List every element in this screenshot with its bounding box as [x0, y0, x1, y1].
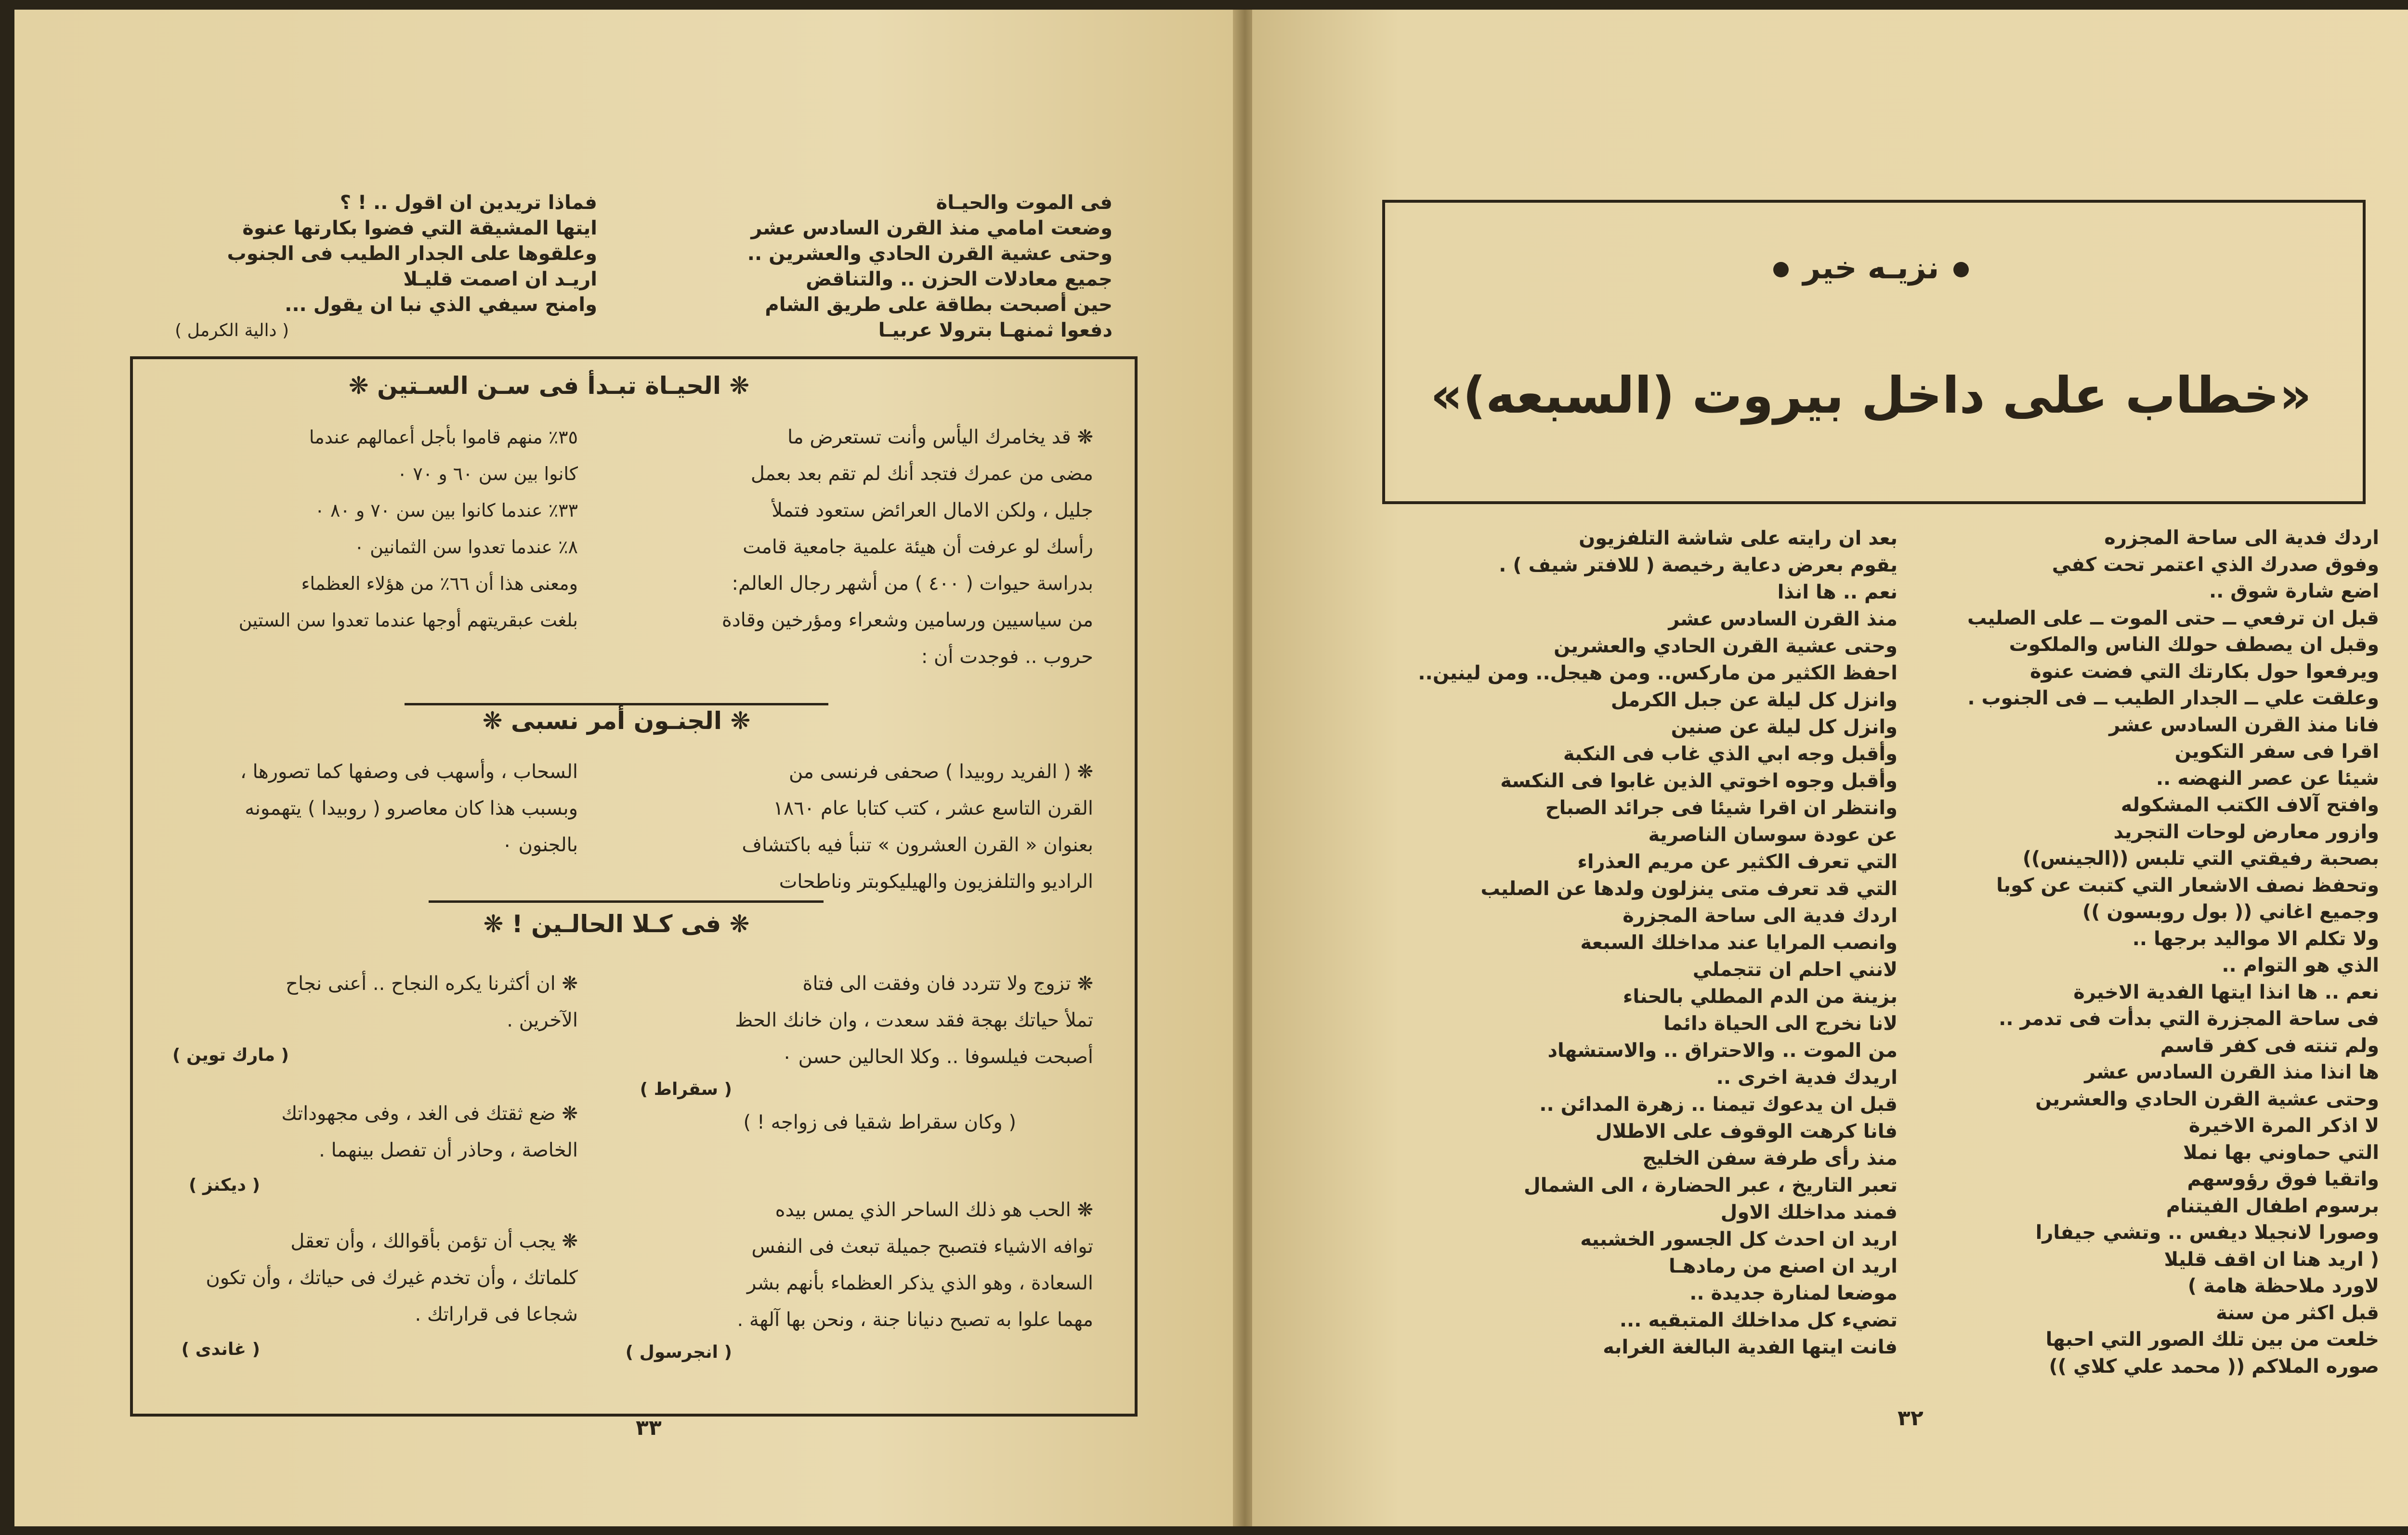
- poem-line: تعبر التاريخ ، عبر الحضارة ، الى الشمال: [1524, 1174, 1898, 1197]
- text-line: بعنوان « القرن العشرون » تنبأ فيه باكتشاف: [742, 834, 1093, 856]
- section1-left-column: [116, 419, 578, 638]
- poem-column-right: [1926, 525, 2379, 1380]
- text-line: جليل ، ولكن الامال العرائض ستعود فتملأ: [772, 499, 1093, 521]
- poem-line: وقبل ان يصطف حولك الناس والملكوت: [2009, 634, 2379, 656]
- poem-line: بعد ان رايته على شاشة التلفزيون: [1579, 527, 1898, 549]
- section-divider: [405, 703, 828, 705]
- poem-line: جميع معادلات الحزن .. والتناقض: [806, 268, 1112, 290]
- text-line: السحاب ، وأسهب فى وصفها كما تصورها ،: [240, 761, 578, 783]
- text-line: حروب .. فوجدت أن :: [921, 646, 1093, 668]
- text-line: السعادة ، وهو الذي يذكر العظماء بأنهم بشر: [746, 1272, 1093, 1294]
- author-line: [1382, 250, 2360, 286]
- poem-line: ولم تنته فى كفر قاسم: [2160, 1034, 2379, 1057]
- poem-line: وانتظر ان اقرا شيئا فى جرائد الصباح: [1545, 797, 1898, 819]
- quote-attribution: ( مارك توين ): [172, 1045, 289, 1065]
- text-line: وبسبب هذا كان معاصرو ( روبيدا ) يتهمونه: [245, 797, 578, 820]
- text-line: ❋ ضع ثقتك فى الغد ، وفى مجهوداتك: [281, 1103, 578, 1125]
- poem-line: وحتى عشية القرن الحادي والعشرين: [1554, 635, 1898, 657]
- poem-line: وحتى عشية القرن الحادي والعشرين ..: [747, 243, 1112, 265]
- poem-line: فى ساحة المجزرة التي بدأت فى تدمر ..: [1999, 1008, 2379, 1030]
- section1-right-column: [592, 419, 1093, 675]
- poem-line: ( اريد هنا ان اقف قليلا: [2164, 1248, 2379, 1271]
- poem-line: فماذا تريدين ان اقول .. ! ؟: [340, 192, 597, 214]
- section-heading-both-cases: ❋ فى كـلا الحالـين ! ❋: [483, 910, 750, 938]
- poem-line: اريـد ان اصمت قليـلا: [403, 268, 597, 290]
- text-line: الراديو والتلفزيون والهيليكوبتر وناطحات: [779, 871, 1093, 893]
- poem-line: خلعت من بين تلك الصور التي احبها: [2045, 1328, 2379, 1351]
- text-line: رأسك لو عرفت أن هيئة علمية جامعية قامت: [743, 536, 1093, 558]
- text-line: القرن التاسع عشر ، كتب كتابا عام ١٨٦٠: [773, 797, 1093, 820]
- poem-line: وحتى عشية القرن الحادي والعشرين: [2035, 1088, 2379, 1110]
- quote-attribution: ( غاندى ): [181, 1340, 260, 1359]
- poem-line: نعم .. ها انذا ايتها الفدية الاخيرة: [2073, 981, 2379, 1003]
- poem-line: اردك فدية الى ساحة المجزرة: [1623, 905, 1898, 927]
- text-line: ❋ ان أكثرنا يكره النجاح .. أعنى نجاح: [286, 973, 578, 995]
- poem-line: فمند مداخلك الاول: [1720, 1201, 1898, 1223]
- poem-line: وانزل كل ليلة عن صنين: [1671, 716, 1898, 738]
- poem-line: احفظ الكثير من ماركس.. ومن هيجل.. ومن لينين..: [1418, 662, 1898, 684]
- poem-line: قبل اكثر من سنة: [2216, 1301, 2379, 1324]
- poem-line: قبل ان يدعوك تيمنا .. زهرة المدائن ..: [1539, 1093, 1898, 1116]
- poem-line: اقرا فى سفر التكوين: [2174, 741, 2379, 763]
- poem-line: لانني احلم ان تتجملي: [1692, 959, 1898, 981]
- text-line: مضى من عمرك فتجد أنك لم تقم بعد بعمل: [750, 463, 1093, 485]
- poem-line: وافتح آلاف الكتب المشكوله: [2120, 794, 2379, 816]
- poem-line: قبل ان ترفعي ــ حتى الموت ــ على الصليب: [1967, 607, 2379, 629]
- poem-line: التي قد تعرف متى ينزلون ولدها عن الصليب: [1480, 878, 1898, 900]
- quote-dickens: [116, 1095, 578, 1202]
- poem-line: التي تعرف الكثير عن مريم العذراء: [1577, 851, 1898, 873]
- text-line: ( وكان سقراط شقيا فى زواجه ! ): [743, 1111, 1016, 1133]
- text-line: مهما علوا به تصبح دنيانا جنة ، ونحن بها آلهة .: [737, 1309, 1093, 1331]
- poem-line: بصحبة رفيقتي التي تلبس ((الجينس)): [2022, 847, 2379, 870]
- quote-attribution: ( ديكنز ): [189, 1175, 260, 1195]
- text-line: بدراسة حيوات ( ٤٠٠ ) من أشهر رجال العالم:: [732, 572, 1093, 595]
- text-line: ٣٥٪ منهم قاموا بأجل أعمالهم عندما: [309, 427, 578, 448]
- text-line: ٨٪ عندما تعدوا سن الثمانين ٠: [354, 536, 578, 558]
- poem-line: وضعت امامي منذ القرن السادس عشر: [751, 217, 1112, 239]
- bullet-icon: [1953, 262, 1969, 277]
- quote-gandhi: [116, 1223, 578, 1366]
- poem-line: اردك فدية الى ساحة المجزره: [2104, 527, 2379, 549]
- left-page: [14, 10, 1238, 1526]
- text-line: كانوا بين سن ٦٠ و ٧٠ ٠: [397, 463, 578, 484]
- quote-mark-twain: [116, 965, 578, 1072]
- poem-line: منذ القرن السادس عشر: [1668, 608, 1898, 630]
- poem-continuation-left: [135, 190, 597, 343]
- poem-line: موضعا لمنارة جديدة ..: [1689, 1282, 1898, 1304]
- poem-line: وجميع اغاني (( بول روبسون )): [2082, 901, 2379, 923]
- poem-line: وانصب المرايا عند مداخلك السبعة: [1580, 932, 1898, 954]
- poem-line: منذ رأى طرفة سفن الخليج: [1642, 1147, 1898, 1170]
- poem-continuation-right: [631, 190, 1112, 343]
- poem-line: ولا تكلم الا مواليد برجها ..: [2132, 927, 2379, 950]
- poem-line: ايتها المشيقة التي فضوا بكارتها عنوة: [242, 217, 597, 239]
- page-number: ٣٢: [1898, 1406, 1924, 1431]
- text-line: شجاعا فى قراراتك .: [415, 1303, 578, 1326]
- text-line: بالجنون ٠: [502, 834, 578, 856]
- right-page: [1252, 10, 2408, 1526]
- page-number: ٣٣: [636, 1416, 662, 1440]
- poem-line: لا اذكر المرة الاخيرة: [2188, 1115, 2379, 1137]
- poem-line: وازور معارض لوحات التجريد: [2113, 820, 2379, 843]
- poem-line: واتقيا فوق رؤوسهم: [2187, 1168, 2379, 1190]
- poem-line: شيئا عن عصر النهضه ..: [2156, 767, 2379, 790]
- text-line: بلغت عبقريتهم أوجها عندما تعدوا سن الستين: [238, 610, 578, 631]
- poem-line: حين أصبحت بطاقة على طريق الشام: [765, 294, 1112, 316]
- poem-line: فانا كرهت الوقوف على الاطلال: [1595, 1120, 1898, 1143]
- quote-attribution: ( انجرسول ): [625, 1342, 732, 1362]
- poem-line: ويرفعوا حول بكارتك التي فضت عنوة: [2030, 660, 2379, 683]
- poem-line: صوره الملاكم (( محمد علي كلاي )): [2049, 1355, 2379, 1378]
- text-line: الآخرين .: [507, 1009, 578, 1031]
- poem-line: وصورا لانجيلا ديفس .. وتشي جيفارا: [2035, 1222, 2379, 1244]
- article-title: «خطاب على داخل بيروت (السبعه)»: [1430, 366, 2312, 425]
- poem-column-left: [1416, 525, 1898, 1361]
- text-line: ❋ قد يخامرك اليأس وأنت تستعرض ما: [787, 426, 1093, 448]
- poem-line: وتحفظ نصف الاشعار التي كتبت عن كوبا: [1996, 874, 2379, 897]
- text-line: الخاصة ، وحاذر أن تفصل بينهما .: [319, 1139, 578, 1161]
- section2-left-column: [116, 754, 578, 863]
- bullet-icon: [1773, 262, 1789, 277]
- poem-line: يقوم بعرض دعاية رخيصة ( للافتر شيف ) .: [1499, 554, 1898, 576]
- poem-line: وعلقت علي ــ الجدار الطيب ــ فى الجنوب .: [1967, 687, 2379, 709]
- poem-line: التي حماوني بها نملا: [2183, 1141, 2379, 1164]
- poem-line: فى الموت والحيـاة: [936, 192, 1112, 214]
- quote-ingersoll: [592, 1192, 1093, 1367]
- section-heading-madness-relative: ❋ الجنـون أمر نسبى ❋: [482, 707, 751, 735]
- text-line: تملأ حياتك بهجة فقد سعدت ، وان خانك الحظ: [735, 1009, 1093, 1031]
- poem-line: الذي هو التوام ..: [2222, 954, 2379, 976]
- text-line: توافه الاشياء فتصبح جميلة تبعث فى النفس: [751, 1236, 1093, 1258]
- section2-right-column: [592, 754, 1093, 900]
- text-line: ومعنى هذا أن ٦٦٪ من هؤلاء العظماء: [301, 573, 578, 594]
- text-line: ❋ يجب أن تؤمن بأقوالك ، وأن تعقل: [290, 1230, 578, 1252]
- poem-line: من الموت .. والاحتراق .. والاستشهاد: [1547, 1040, 1898, 1062]
- poem-line: وفوق صدرك الذي اعتمر تحت كفي: [2052, 553, 2379, 576]
- text-line: كلماتك ، وأن تخدم غيرك فى حياتك ، وأن تكون: [206, 1267, 578, 1289]
- quote-socrates: [592, 965, 1093, 1141]
- poem-line: وأقبل وجوه اخوتي الذين غابوا فى النكسة: [1500, 770, 1898, 792]
- poem-line: وأقبل وجه ابي الذي غاب فى النكبة: [1563, 743, 1898, 765]
- poem-line: وامنح سيفي الذي نبا ان يقول ...: [285, 294, 597, 316]
- poem-line: نعم .. ها انذا: [1777, 581, 1898, 603]
- poem-line: اريد ان احدث كل الجسور الخشبيه: [1580, 1228, 1898, 1250]
- poem-line: لاورد ملاحظة هامة ): [2187, 1275, 2379, 1297]
- poem-attribution: ( دالية الكرمل ): [175, 321, 289, 340]
- poem-line: اضع شارة شوق ..: [2209, 580, 2379, 602]
- poem-line: فانت ايتها الفدية البالغة الغرابه: [1603, 1336, 1898, 1358]
- text-line: ❋ تزوج ولا تتردد فان وفقت الى فتاة: [802, 973, 1093, 995]
- text-line: أصبحت فيلسوفا .. وكلا الحالين حسن ٠: [782, 1046, 1093, 1068]
- poem-line: وعلقوها على الجدار الطيب فى الجنوب: [227, 243, 597, 265]
- text-line: ❋ الحب هو ذلك الساحر الذي يمس بيده: [775, 1199, 1093, 1221]
- poem-line: بزينة من الدم المطلي بالحناء: [1623, 986, 1898, 1008]
- poem-line: برسوم اطفال الفيتنام: [2166, 1195, 2379, 1217]
- poem-line: لانا نخرج الى الحياة دائما: [1663, 1013, 1898, 1035]
- text-line: ٣٣٪ عندما كانوا بين سن ٧٠ و ٨٠ ٠: [314, 500, 578, 521]
- poem-line: فانا منذ القرن السادس عشر: [2109, 714, 2379, 736]
- poem-line: عن عودة سوسان الناصرية: [1648, 824, 1898, 846]
- section-heading-life-at-sixty: ❋ الحيـاة تبـدأ فى سـن السـتين ❋: [348, 372, 750, 400]
- poem-line: ها انذا منذ القرن السادس عشر: [2084, 1061, 2379, 1083]
- poem-line: اريدك فدية اخرى ..: [1716, 1067, 1898, 1089]
- author-name: نزيـه خير: [1803, 250, 1939, 286]
- poem-line: وانزل كل ليلة عن جبل الكرمل: [1610, 689, 1898, 711]
- poem-line: تضيء كل مداخلك المتبقيه ...: [1619, 1309, 1898, 1331]
- text-line: من سياسيين ورسامين وشعراء ومؤرخين وقادة: [721, 609, 1093, 631]
- poem-line: اريد ان اصنع من رمادهـا: [1669, 1255, 1898, 1277]
- poem-line: دفعوا ثمنهـا بترولا عربيـا: [878, 319, 1112, 341]
- text-line: ❋ ( الفريد روبيدا ) صحفى فرنسى من: [789, 761, 1093, 783]
- quote-attribution: ( سقراط ): [640, 1080, 732, 1099]
- section-divider: [429, 900, 824, 903]
- title-box: [1382, 200, 2366, 504]
